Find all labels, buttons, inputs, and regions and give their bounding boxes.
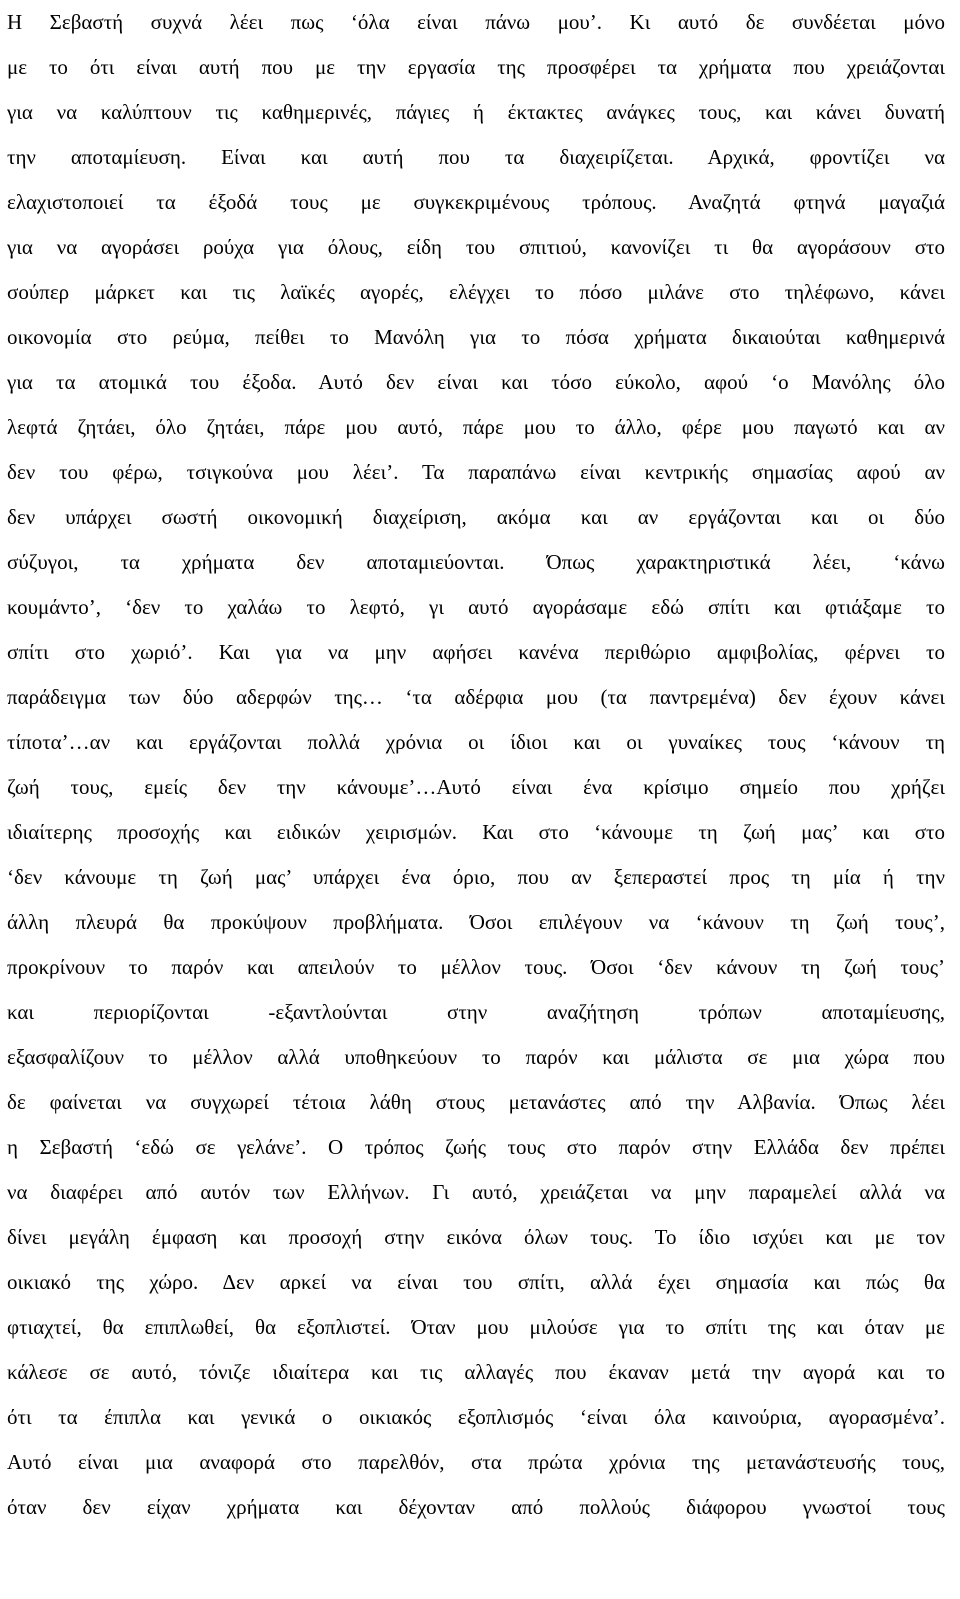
text-line: ιδιαίτερης προσοχής και ειδικών χειρισμών. Και στο ‘κάνουμε τη ζωή μας’ και στο [7, 820, 945, 844]
text-line: Αυτό είναι μια αναφορά στο παρελθόν, στα πρώτα χρόνια της μετανάστευσής τους, [7, 1450, 945, 1474]
text-line: και περιορίζονται -εξαντλούνται στην αναζήτηση τρόπων αποταμίευσης, [7, 1000, 945, 1024]
text-line: σύζυγοι, τα χρήματα δεν αποταμιεύονται. Όπως χαρακτηριστικά λέει, ‘κάνω [7, 550, 945, 574]
text-line: να διαφέρει από αυτόν των Ελλήνων. Γι αυτό, χρειάζεται να μην παραμελεί αλλά να [7, 1180, 945, 1204]
text-line: προκρίνουν το παρόν και απειλούν το μέλλον τους. Όσοι ‘δεν κάνουν τη ζωή τους’ [7, 955, 945, 979]
text-line: ότι τα έπιπλα και γενικά ο οικιακός εξοπλισμός ‘είναι όλα καινούρια, αγορασμένα’. [7, 1405, 945, 1429]
text-line: δίνει μεγάλη έμφαση και προσοχή στην εικόνα όλων τους. Το ίδιο ισχύει και με τον [7, 1225, 945, 1249]
text-line: οικιακό της χώρο. Δεν αρκεί να είναι του σπίτι, αλλά έχει σημασία και πώς θα [7, 1270, 945, 1294]
text-line: δεν υπάρχει σωστή οικονομική διαχείριση, ακόμα και αν εργάζονται και οι δύο [7, 505, 945, 529]
text-line: δε φαίνεται να συγχωρεί τέτοια λάθη στους μετανάστες από την Αλβανία. Όπως λέει [7, 1090, 945, 1114]
text-line: κουμάντο’, ‘δεν το χαλάω το λεφτό, γι αυτό αγοράσαμε εδώ σπίτι και φτιάξαμε το [7, 595, 945, 619]
text-line: ‘δεν κάνουμε τη ζωή μας’ υπάρχει ένα όριο, που αν ξεπεραστεί προς τη μία ή την [7, 865, 945, 889]
text-line: τίποτα’…αν και εργάζονται πολλά χρόνια οι ίδιοι και οι γυναίκες τους ‘κάνουν τη [7, 730, 945, 754]
text-line: την αποταμίευση. Είναι και αυτή που τα διαχειρίζεται. Αρχικά, φροντίζει να [7, 145, 945, 169]
text-line: σούπερ μάρκετ και τις λαϊκές αγορές, ελέγχει το πόσο μιλάνε στο τηλέφωνο, κάνει [7, 280, 945, 304]
text-line: σπίτι στο χωριό’. Και για να μην αφήσει κανένα περιθώριο αμφιβολίας, φέρνει το [7, 640, 945, 664]
document-page [7, 0, 945, 1599]
text-line: για τα ατομικά του έξοδα. Αυτό δεν είναι και τόσο εύκολο, αφού ‘ο Μανόλης όλο [7, 370, 945, 394]
text-line: άλλη πλευρά θα προκύψουν προβλήματα. Όσοι επιλέγουν να ‘κάνουν τη ζωή τους’, [7, 910, 945, 934]
text-line: ελαχιστοποιεί τα έξοδά τους με συγκεκριμένους τρόπους. Αναζητά φτηνά μαγαζιά [7, 190, 945, 214]
text-line: για να καλύπτουν τις καθημερινές, πάγιες ή έκτακτες ανάγκες τους, και κάνει δυνατή [7, 100, 945, 124]
text-line: για να αγοράσει ρούχα για όλους, είδη του σπιτιού, κανονίζει τι θα αγοράσουν στο [7, 235, 945, 259]
text-line: κάλεσε σε αυτό, τόνιζε ιδιαίτερα και τις αλλαγές που έκαναν μετά την αγορά και το [7, 1360, 945, 1384]
text-line: η Σεβαστή ‘εδώ σε γελάνε’. Ο τρόπος ζωής τους στο παρόν στην Ελλάδα δεν πρέπει [7, 1135, 945, 1159]
text-line: παράδειγμα των δύο αδερφών της… ‘τα αδέρφια μου (τα παντρεμένα) δεν έχουν κάνει [7, 685, 945, 709]
text-line: εξασφαλίζουν το μέλλον αλλά υποθηκεύουν το παρόν και μάλιστα σε μια χώρα που [7, 1045, 945, 1069]
text-line: Η Σεβαστή συχνά λέει πως ‘όλα είναι πάνω μου’. Κι αυτό δε συνδέεται μόνο [7, 10, 945, 34]
text-line: δεν του φέρω, τσιγκούνα μου λέει’. Τα παραπάνω είναι κεντρικής σημασίας αφού αν [7, 460, 945, 484]
text-line: λεφτά ζητάει, όλο ζητάει, πάρε μου αυτό, πάρε μου το άλλο, φέρε μου παγωτό και αν [7, 415, 945, 439]
text-line: οικονομία στο ρεύμα, πείθει το Μανόλη για το πόσα χρήματα δικαιούται καθημερινά [7, 325, 945, 349]
text-line: όταν δεν είχαν χρήματα και δέχονταν από πολλούς διάφορου γνωστοί τους [7, 1495, 945, 1519]
text-line: φτιαχτεί, θα επιπλωθεί, θα εξοπλιστεί. Όταν μου μιλούσε για το σπίτι της και όταν με [7, 1315, 945, 1339]
text-line: ζωή τους, εμείς δεν την κάνουμε’…Αυτό είναι ένα κρίσιμο σημείο που χρήζει [7, 775, 945, 799]
text-line: με το ότι είναι αυτή που με την εργασία της προσφέρει τα χρήματα που χρειάζονται [7, 55, 945, 79]
